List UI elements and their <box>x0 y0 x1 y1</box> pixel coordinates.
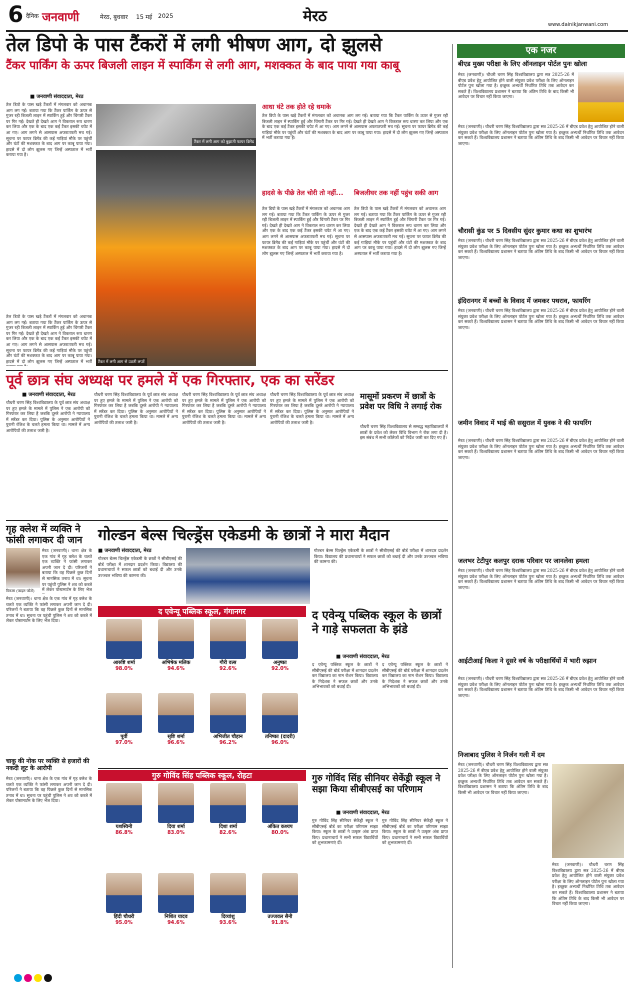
story3-body: मेरठ (जनवाणी)। थाना क्षेत्र के एक गांव में गृह क्लेश के चलते एक व्यक्ति ने फांसी लगाकर अपनी जान दे दी। परिजनों ने बताया कि वह पिछले कुछ दिनों से मानसिक तनाव में था। सूचना पर पहुंची पुलिस ने शव को कब्जे में लेकर पोस्टमार्टम के लिए भेज <box>42 548 92 593</box>
student-card <box>153 693 199 746</box>
photo-caption: टैंकर में लगी आग से उठती लपटें <box>98 359 145 364</box>
student-photo <box>106 873 142 913</box>
student-card <box>101 873 147 926</box>
student-photo <box>106 693 142 733</box>
sidebar-story2-body: मेरठ (जनवाणी)। चौधरी चरण सिंह विश्वविद्यालय द्वारा सत्र 2025-26 में बीएड प्रवेश हेतु आयोजित होने वाली संयुक्त प्रवेश परीक्षा के लिए ऑनलाइन पोर्टल पुनः खोला गया है। इच्छुक अभ्यर्थी निर्धारित तिथि तक आवेदन कर सकते हैं। विश्वविद्यालय प्रशासन ने बताया कि अंतिम तिथि के बाद किसी भी आवेदन पर विचार नहीं किया जाएगा। <box>458 238 624 260</box>
story2-body-col2: चौधरी चरण सिंह विश्वविद्यालय के पूर्व छात्र संघ अध्यक्ष पर हुए हमले के मामले में पुलिस ने एक आरोपी को गिरफ्तार कर लिया है जबकि दूसरे आरोपी ने न्यायालय में सरेंडर कर दिया। पुलिस के अनुसार आरोपियों ने पुरानी रंजिश के चलते हमला किया था। मामले में अन्य आरोपियों की तलाश जारी है। <box>94 392 178 425</box>
story2-byline: ■ जनवाणी संवाददाता, मेरठ <box>22 392 76 398</box>
student-name: गौरी वत्स <box>219 660 237 666</box>
story5-body-col3: गोल्डन बेल्स चिल्ड्रेंस एकेडमी के छात्रों ने सीबीएसई की बोर्ड परीक्षा में शानदार प्रदर्शन किया। विद्यालय की प्रधानाचार्या ने सफल छात्रों को बधाई दी और उनके उज्ज्वल भविष्य की कामना की। <box>314 548 448 565</box>
student-score: 86.8% <box>115 830 133 836</box>
city-title: मेरठ <box>303 7 327 25</box>
student-photo <box>262 783 298 823</box>
story7-body-col1: गुरु गोविंद सिंह सीनियर सेकेंड्री स्कूल ने सीबीएसई बोर्ड का परीक्षा परिणाम साझा किया। स्कूल के छात्रों ने उत्कृष्ट अंक प्राप्त किए। प्रधानाचार्य ने सभी सफल विद्यार्थियों को शुभकामनाएं दीं। <box>312 818 378 846</box>
sidebar-story1-headline: बीएड मुख्य परीक्षा के लिए ऑनलाइन पोर्टल पुनः खोला <box>458 60 587 68</box>
student-card <box>205 873 251 926</box>
student-card <box>257 783 303 836</box>
story6-headline: द एवेन्यू पब्लिक स्कूल के छात्रों ने गाड़े सफलता के झंडे <box>312 608 442 636</box>
sidebar-story3-headline: इंदिरानगर में बच्चों के विवाद में जमकर पथराव, फायरिंग <box>458 297 591 305</box>
student-score: 96.0% <box>271 740 289 746</box>
student-name: अनुष्का <box>273 660 287 666</box>
student-photo <box>106 619 142 659</box>
student-card <box>205 619 251 672</box>
logo-prefix: दैनिक <box>26 13 39 20</box>
lead-box2-title: हादसे के पीछे तेल चोरी तो नहीं... <box>262 189 344 197</box>
website[interactable]: www.dainikjanwani.com <box>548 22 609 28</box>
sidebar-story1-body-cont: मेरठ (जनवाणी)। चौधरी चरण सिंह विश्वविद्यालय द्वारा सत्र 2025-26 में बीएड प्रवेश हेतु आयोजित होने वाली संयुक्त प्रवेश परीक्षा के लिए ऑनलाइन पोर्टल पुनः खोला गया है। इच्छुक अभ्यर्थी निर्धारित तिथि तक आवेदन कर सकते हैं। विश्वविद्यालय प्रशासन ने बताया कि अंतिम तिथि के बाद किसी भी आवेदन पर विचार नहीं किया जाएगा। <box>458 124 624 146</box>
story3-photo <box>6 548 40 588</box>
sidebar-portrait <box>578 72 624 122</box>
sidebar-story5-headline: जलभर टेटीपुर कलपुर दराक परिवार पर जानलेवा हमला <box>458 557 590 565</box>
story3-sub-body: मेरठ (जनवाणी)। थाना क्षेत्र के एक गांव में गृह क्लेश के चलते एक व्यक्ति ने फांसी लगाकर अपनी जान दे दी। परिजनों ने बताया कि वह पिछले कुछ दिनों से मानसिक तनाव में था। सूचना पर पहुंची पुलिस ने शव को कब्जे में लेकर पोस्टमार्टम के लिए भेज दिया। <box>6 776 92 804</box>
student-photo <box>262 619 298 659</box>
date: 15 मई <box>136 14 153 21</box>
student-photo <box>158 873 194 913</box>
story2-body-col1: चौधरी चरण सिंह विश्वविद्यालय के पूर्व छात्र संघ अध्यक्ष पर हुए हमले के मामले में पुलिस ने एक आरोपी को गिरफ्तार कर लिया है जबकि दूसरे आरोपी ने न्यायालय में सरेंडर कर दिया। पुलिस के अनुसार आरोपियों ने पुरानी रंजिश के चलते हमला किया था। मामले में अन्य आरोपियों की तलाश जारी है। <box>6 400 90 433</box>
student-name: अभिजीत चौहान <box>213 734 243 740</box>
student-name: अभिषेक मलिक <box>161 660 191 666</box>
dateline: मेरठ, बुधवार <box>100 14 128 21</box>
student-name: अंकित कश्यप <box>267 824 293 830</box>
logo: जनवाणी <box>42 10 80 24</box>
student-name: निशित यादव <box>164 914 188 920</box>
student-score: 92.0% <box>271 666 289 672</box>
student-score: 91.8% <box>271 920 289 926</box>
student-card <box>153 783 199 836</box>
student-card <box>101 693 147 746</box>
student-name: दिव्यांशु <box>221 914 235 920</box>
story6-body-col1: द एवेन्यू पब्लिक स्कूल के छात्रों ने सीबीएसई की बोर्ड परीक्षा में शानदार प्रदर्शन कर विद्यालय का नाम रोशन किया। विद्यालय के निदेशक ने सफल छात्रों और उनके अभिभावकों को बधाई दी। <box>312 662 378 690</box>
story3-sub-headline: चाकू की नोक पर व्यक्ति से हजारों की नकदी लूट के आरोपी <box>6 758 90 772</box>
student-name: हिंदी चौधरी <box>113 914 135 920</box>
lead-subheadline: टैंकर पार्किंग के ऊपर बिजली लाइन में स्पार्किंग से लगी आग, मशक्कत के बाद पाया गया काबू <box>6 58 400 72</box>
lead-body-col1: तेल डिपो के पास खड़े टैंकरों में मंगलवार को अचानक आग लग गई। बताया गया कि टैंकर पार्किंग के ऊपर से गुजर रही बिजली लाइन में स्पार्किंग हुई और चिंगारी टैंकर पर गिर गई। देखते ही देखते आग ने विकराल रूप धारण कर लिया और एक के बाद एक कई टैंकर इसकी चपेट में आ गए। आग लगने से आसपास अफरातफरी मच गई। सूचना पर फायर ब्रिगेड की कई गाड़ियां मौके पर पहुंचीं और घंटों की मशक्कत के बाद आग पर काबू पाया गया। हादसे में दो लोग झुलस गए जिन्हें अस्पताल में भर्ती कराया गया है। <box>6 102 92 158</box>
registration-mark <box>44 974 52 982</box>
sidebar-story1-body: मेरठ (जनवाणी)। चौधरी चरण सिंह विश्वविद्यालय द्वारा सत्र 2025-26 में बीएड प्रवेश हेतु आयोजित होने वाली संयुक्त प्रवेश परीक्षा के लिए ऑनलाइन पोर्टल पुनः खोला गया है। इच्छुक अभ्यर्थी निर्धारित तिथि तक आवेदन कर सकते हैं। विश्वविद्यालय प्रशासन ने बताया कि अंतिम तिथि के बाद किसी भी आवेदन पर विचार नहीं किया जाएगा। <box>458 72 574 100</box>
story2-headline: पूर्व छात्र संघ अध्यक्ष पर हमले में एक गिरफ्तार, एक का सरेंडर <box>6 373 335 389</box>
school2-student-grid <box>98 783 306 963</box>
student-score: 94.6% <box>167 920 185 926</box>
lead-box-body: तेल डिपो के पास खड़े टैंकरों में मंगलवार को अचानक आग लग गई। बताया गया कि टैंकर पार्किंग के ऊपर से गुजर रही बिजली लाइन में स्पार्किंग हुई और चिंगारी टैंकर पर गिर गई। देखते ही देखते आग ने विकराल रूप धारण कर लिया और एक के बाद एक कई टैंकर इसकी चपेट में आ गए। आग लगने से आसपास अफरातफरी मच गई। सूचना पर फायर ब्रिगेड की कई गाड़ियां मौके पर पहुंचीं और घंटों की मशक्कत के बाद आग पर काबू पाया गया। हादसे में दो लोग झुलस गए जिन्हें अस्पताल में भर्ती कराया गया है। <box>262 113 448 141</box>
student-photo <box>210 873 246 913</box>
lead-headline: तेल डिपो के पास टैंकरों में लगी भीषण आग, दो झुलसे <box>6 34 382 56</box>
student-score: 95.0% <box>115 920 133 926</box>
story6-byline: ■ जनवाणी संवाददाता, मेरठ <box>336 654 390 660</box>
student-card <box>153 873 199 926</box>
student-photo <box>262 873 298 913</box>
student-score: 82.6% <box>219 830 237 836</box>
sidebar-story8-body-cont: मेरठ (जनवाणी)। चौधरी चरण सिंह विश्वविद्यालय द्वारा सत्र 2025-26 में बीएड प्रवेश हेतु आयोजित होने वाली संयुक्त प्रवेश परीक्षा के लिए ऑनलाइन पोर्टल पुनः खोला गया है। इच्छुक अभ्यर्थी निर्धारित तिथि तक आवेदन कर सकते हैं। विश्वविद्यालय प्रशासन ने बताया कि अंतिम तिथि के बाद किसी भी आवेदन पर विचार नहीं किया जाएगा। <box>552 862 624 907</box>
sidebar-story4-headline: जमीन विवाद में भाई की ससुराल में युवक ने की फायरिंग <box>458 419 592 427</box>
student-name: तनिष्का (दादरी) <box>265 734 295 740</box>
school1-student-grid <box>98 619 306 767</box>
student-card <box>205 783 251 836</box>
student-card <box>257 873 303 926</box>
student-name: यशस्विनी <box>115 824 133 830</box>
registration-mark <box>34 974 42 982</box>
student-name: पूर्वी <box>120 734 128 740</box>
lead-body-col-bottom: तेल डिपो के पास खड़े टैंकरों में मंगलवार को अचानक आग लग गई। बताया गया कि टैंकर पार्किंग के ऊपर से गुजर रही बिजली लाइन में स्पार्किंग हुई और चिंगारी टैंकर पर गिर गई। देखते ही देखते आग ने विकराल रूप धारण कर लिया और एक के बाद एक कई टैंकर इसकी चपेट में आ गए। आग लगने से आसपास अफरातफरी मच गई। सूचना पर फायर ब्रिगेड की कई गाड़ियां मौके पर पहुंचीं और घंटों की मशक्कत के बाद आग पर काबू पाया गया। हादसे में दो लोग झुलस गए जिन्हें अस्पताल में भर्ती <box>6 314 92 364</box>
story3-body-cont: मेरठ (जनवाणी)। थाना क्षेत्र के एक गांव में गृह क्लेश के चलते एक व्यक्ति ने फांसी लगाकर अपनी जान दे दी। परिजनों ने बताया कि वह पिछले कुछ दिनों से मानसिक तनाव में था। सूचना पर पहुंची पुलिस ने शव को कब्जे में लेकर पोस्टमार्टम के लिए भेज दिया। <box>6 596 92 624</box>
student-score: 97.0% <box>115 740 133 746</box>
story3-photo-caption: विकास (फाइल फोटो) <box>6 589 35 593</box>
masthead <box>8 4 628 28</box>
student-card <box>101 619 147 672</box>
student-card <box>153 619 199 672</box>
sidebar-story3-body: मेरठ (जनवाणी)। चौधरी चरण सिंह विश्वविद्यालय द्वारा सत्र 2025-26 में बीएड प्रवेश हेतु आयोजित होने वाली संयुक्त प्रवेश परीक्षा के लिए ऑनलाइन पोर्टल पुनः खोला गया है। इच्छुक अभ्यर्थी निर्धारित तिथि तक आवेदन कर सकते हैं। विश्वविद्यालय प्रशासन ने बताया कि अंतिम तिथि के बाद किसी भी आवेदन पर विचार नहीं किया जाएगा। <box>458 308 624 330</box>
story5-group-photo <box>186 548 310 604</box>
lead-photo-fire-brigade <box>96 104 256 146</box>
photo-caption: टैंकर में लगी आग को बुझाती फायर ब्रिगेड <box>194 139 254 144</box>
page-number: 6 <box>8 3 24 28</box>
student-name: आरुष्टि शर्मा <box>113 660 135 666</box>
student-card <box>257 693 303 746</box>
student-photo <box>158 783 194 823</box>
story2-body-col4: चौधरी चरण सिंह विश्वविद्यालय के पूर्व छात्र संघ अध्यक्ष पर हुए हमले के मामले में पुलिस ने एक आरोपी को गिरफ्तार कर लिया है जबकि दूसरे आरोपी ने न्यायालय में सरेंडर कर दिया। पुलिस के अनुसार आरोपियों ने पुरानी रंजिश के चलते हमला किया था। मामले में अन्य आरोपियों की तलाश जारी है। <box>270 392 354 425</box>
school2-title: गुरु गोविंद सिंह पब्लिक स्कूल, रोहटा <box>98 770 306 781</box>
year: 2025 <box>158 13 174 20</box>
student-photo <box>158 619 194 659</box>
story6-body-col2: द एवेन्यू पब्लिक स्कूल के छात्रों ने सीबीएसई की बोर्ड परीक्षा में शानदार प्रदर्शन कर विद्यालय का नाम रोशन किया। विद्यालय के निदेशक ने सफल छात्रों और उनके अभिभावकों को बधाई दी। <box>382 662 448 690</box>
story3-headline: गृह क्लेश में व्यक्ति ने फांसी लगाकर दी जान <box>6 524 83 546</box>
student-name: दिया शर्मा <box>167 824 185 830</box>
lead-photo-flames <box>96 150 256 366</box>
student-name: उज्जवल सैनी <box>267 914 293 920</box>
lead-box2-body: तेल डिपो के पास खड़े टैंकरों में मंगलवार को अचानक आग लग गई। बताया गया कि टैंकर पार्किंग के ऊपर से गुजर रही बिजली लाइन में स्पार्किंग हुई और चिंगारी टैंकर पर गिर गई। देखते ही देखते आग ने विकराल रूप धारण कर लिया और एक के बाद एक कई टैंकर इसकी चपेट में आ गए। आग लगने से आसपास अफरातफरी मच गई। सूचना पर फायर ब्रिगेड की कई गाड़ियां मौके पर पहुंचीं और घंटों की मशक्कत के बाद आग पर काबू पाया गया। हादसे में दो लोग झुलस गए जिन्हें अस्पताल में भर्ती कराया गया है। <box>262 206 350 256</box>
story4-body: चौधरी चरण सिंह विश्वविद्यालय से सम्बद्ध महाविद्यालयों में छात्रों के प्रवेश को लेकर विधि विभाग ने रोक लगा दी है। इस संबंध में सभी कॉलेजों को निर्देश जारी कर दिए गए हैं। <box>360 424 448 441</box>
registration-mark <box>24 974 32 982</box>
story5-body-col1: गोल्डन बेल्स चिल्ड्रेंस एकेडमी के छात्रों ने सीबीएसई की बोर्ड परीक्षा में शानदार प्रदर्शन किया। विद्यालय की प्रधानाचार्या ने सफल छात्रों को बधाई दी और उनके उज्ज्वल भविष्य की कामना की। <box>98 556 182 578</box>
student-photo <box>262 693 298 733</box>
story2-body-col3: चौधरी चरण सिंह विश्वविद्यालय के पूर्व छात्र संघ अध्यक्ष पर हुए हमले के मामले में पुलिस ने एक आरोपी को गिरफ्तार कर लिया है जबकि दूसरे आरोपी ने न्यायालय में सरेंडर कर दिया। पुलिस के अनुसार आरोपियों ने पुरानी रंजिश के चलते हमला किया था। मामले में अन्य आरोपियों की तलाश जारी है। <box>182 392 266 425</box>
sidebar-story4-body: मेरठ (जनवाणी)। चौधरी चरण सिंह विश्वविद्यालय द्वारा सत्र 2025-26 में बीएड प्रवेश हेतु आयोजित होने वाली संयुक्त प्रवेश परीक्षा के लिए ऑनलाइन पोर्टल पुनः खोला गया है। इच्छुक अभ्यर्थी निर्धारित तिथि तक आवेदन कर सकते हैं। विश्वविद्यालय प्रशासन ने बताया कि अंतिम तिथि के बाद किसी भी आवेदन पर विचार नहीं किया जाएगा। <box>458 438 624 460</box>
student-photo <box>106 783 142 823</box>
sidebar-story8-headline: निजाबाद पुलिस ने निर्जन गली में दम <box>458 751 545 759</box>
lead-box3-title: बिजलीघर तक नहीं पहुंच सकी आग <box>354 189 439 197</box>
lead-byline: ■ जनवाणी संवाददाता, मेरठ <box>30 94 84 100</box>
student-photo <box>210 783 246 823</box>
sidebar-story5-body: मेरठ (जनवाणी)। चौधरी चरण सिंह विश्वविद्यालय द्वारा सत्र 2025-26 में बीएड प्रवेश हेतु आयोजित होने वाली संयुक्त प्रवेश परीक्षा के लिए ऑनलाइन पोर्टल पुनः खोला गया है। इच्छुक अभ्यर्थी निर्धारित तिथि तक आवेदन कर सकते हैं। विश्वविद्यालय प्रशासन ने बताया कि अंतिम तिथि के बाद किसी भी आवेदन पर विचार नहीं किया जाएगा। <box>458 568 624 590</box>
student-score: 92.6% <box>219 666 237 672</box>
lead-box-title: आधा घंटे तक होते रहे धमाके <box>262 103 331 111</box>
student-photo <box>210 693 246 733</box>
school1-title: द एवेन्यू पब्लिक स्कूल, गंगानगर <box>98 606 306 617</box>
story7-byline: ■ जनवाणी संवाददाता, मेरठ <box>336 810 390 816</box>
student-score: 98.0% <box>115 666 133 672</box>
student-score: 94.6% <box>167 666 185 672</box>
story5-byline: ■ जनवाणी संवाददाता, मेरठ <box>98 548 152 554</box>
registration-mark <box>14 974 22 982</box>
sidebar-title: एक नजर <box>457 44 625 58</box>
sidebar-story6-body: मेरठ (जनवाणी)। चौधरी चरण सिंह विश्वविद्यालय द्वारा सत्र 2025-26 में बीएड प्रवेश हेतु आयोजित होने वाली संयुक्त प्रवेश परीक्षा के लिए ऑनलाइन पोर्टल पुनः खोला गया है। इच्छुक अभ्यर्थी निर्धारित तिथि तक आवेदन कर सकते हैं। विश्वविद्यालय प्रशासन ने बताया कि अंतिम तिथि के बाद किसी भी आवेदन पर विचार नहीं किया जाएगा। <box>458 676 624 698</box>
student-score: 83.0% <box>167 830 185 836</box>
student-name: सृष्टि शर्मा <box>167 734 185 740</box>
student-score: 96.6% <box>167 740 185 746</box>
story4-headline: मासूमों प्रकरण में छात्रों के प्रवेश पर विधि ने लगाई रोक <box>360 392 442 411</box>
student-card <box>101 783 147 836</box>
story7-body-col2: गुरु गोविंद सिंह सीनियर सेकेंड्री स्कूल ने सीबीएसई बोर्ड का परीक्षा परिणाम साझा किया। स्कूल के छात्रों ने उत्कृष्ट अंक प्राप्त किए। प्रधानाचार्य ने सभी सफल विद्यार्थियों को शुभकामनाएं दीं। <box>382 818 448 846</box>
student-score: 80.0% <box>271 830 289 836</box>
student-photo <box>158 693 194 733</box>
sidebar-story8-body: मेरठ (जनवाणी)। चौधरी चरण सिंह विश्वविद्यालय द्वारा सत्र 2025-26 में बीएड प्रवेश हेतु आयोजित होने वाली संयुक्त प्रवेश परीक्षा के लिए ऑनलाइन पोर्टल पुनः खोला गया है। इच्छुक अभ्यर्थी निर्धारित तिथि तक आवेदन कर सकते हैं। विश्वविद्यालय प्रशासन ने बताया कि अंतिम तिथि के बाद किसी भी आवेदन पर विचार नहीं किया जाएगा। <box>458 762 548 795</box>
sidebar-story2-headline: चौरासी कुंड पर 5 दिवसीय सुंदर कुमार कथा का शुभारंभ <box>458 227 592 235</box>
student-card <box>257 619 303 672</box>
sidebar-story6-headline: आईटीआई किला ने दूसरे वर्ष के परीक्षार्थियों में भारी रुझान <box>458 657 597 665</box>
story5-headline: गोल्डन बेल्स चिल्ड्रेंस एकेडमी के छात्रों ने मारा मैदान <box>98 526 390 544</box>
student-score: 96.2% <box>219 740 237 746</box>
student-photo <box>210 619 246 659</box>
student-name: दिशा शर्मा <box>218 824 238 830</box>
sidebar-photo-body <box>552 764 624 858</box>
story7-headline: गुरु गोविंद सिंह सीनियर सेकेंड्री स्कूल ने सझा किया सीबीएसई का परिणाम <box>312 774 441 795</box>
lead-box3-body: तेल डिपो के पास खड़े टैंकरों में मंगलवार को अचानक आग लग गई। बताया गया कि टैंकर पार्किंग के ऊपर से गुजर रही बिजली लाइन में स्पार्किंग हुई और चिंगारी टैंकर पर गिर गई। देखते ही देखते आग ने विकराल रूप धारण कर लिया और एक के बाद एक कई टैंकर इसकी चपेट में आ गए। आग लगने से आसपास अफरातफरी मच गई। सूचना पर फायर ब्रिगेड की कई गाड़ियां मौके पर पहुंचीं और घंटों की मशक्कत के बाद आग पर काबू पाया गया। हादसे में दो लोग झुलस गए जिन्हें अस्पताल में भर्ती कराया गया है। <box>354 206 446 256</box>
student-score: 93.6% <box>219 920 237 926</box>
student-card <box>205 693 251 746</box>
